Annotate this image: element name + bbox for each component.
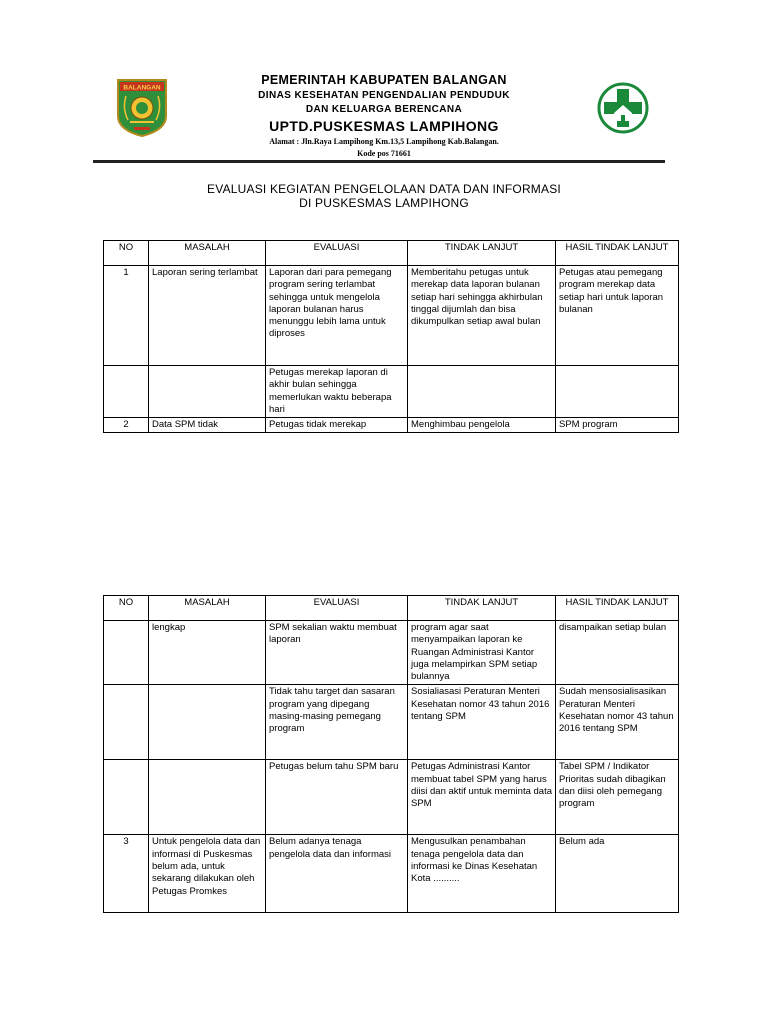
cell-evaluasi: Petugas merekap laporan di akhir bulan sehingga memerlukan waktu beberapa hari	[266, 366, 408, 418]
cell-evaluasi: Petugas tidak merekap	[266, 418, 408, 433]
col-header-no: NO	[104, 596, 149, 621]
cell-masalah	[149, 760, 266, 835]
department-name: DINAS KESEHATAN PENGENDALIAN PENDUDUK	[258, 90, 510, 101]
evaluation-table-2	[103, 595, 679, 913]
cell-masalah: Untuk pengelola data dan informasi di Puskesmas belum ada, untuk sekarang dilakukan oleh Petugas Promkes	[149, 835, 266, 913]
header-divider	[93, 160, 665, 163]
col-header-tindak-lanjut: TINDAK LANJUT	[408, 241, 556, 266]
col-header-hasil: HASIL TINDAK LANJUT	[556, 241, 679, 266]
cell-masalah: Laporan sering terlambat	[149, 266, 266, 366]
puskesmas-name: UPTD.PUSKESMAS LAMPIHONG	[269, 118, 499, 134]
col-header-no: NO	[104, 241, 149, 266]
col-header-tindak-lanjut: TINDAK LANJUT	[408, 596, 556, 621]
cell-tindak-lanjut: Memberitahu petugas untuk merekap data laporan bulanan setiap hari sehingga akhirbulan tinggal dijumlah dan bisa dikumpulkan setiap awal bulan	[408, 266, 556, 366]
cell-masalah	[149, 685, 266, 760]
address: Alamat : Jln.Raya Lampihong Km.13,5 Lampihong Kab.Balangan.	[269, 137, 499, 146]
postal-code: Kode pos 71661	[357, 149, 411, 158]
document-title: EVALUASI KEGIATAN PENGELOLAAN DATA DAN INFORMASI	[207, 182, 561, 196]
table-row	[104, 835, 679, 913]
cell-no	[104, 621, 149, 685]
cell-evaluasi: Laporan dari para pemegang program sering terlambat sehingga untuk mengelola laporan bulanan harus menunggu lebih lama untuk diproses	[266, 266, 408, 366]
cell-tindak-lanjut: Menghimbau pengelola	[408, 418, 556, 433]
cell-hasil: Sudah mensosialisasikan Peraturan Menteri Kesehatan nomor 43 tahun 2016 tentang SPM	[556, 685, 679, 760]
evaluation-table-1	[103, 240, 679, 433]
cell-evaluasi: Belum adanya tenaga pengelola data dan informasi	[266, 835, 408, 913]
cell-tindak-lanjut: Petugas Administrasi Kantor membuat tabel SPM yang harus diisi dan aktif untuk meminta data SPM	[408, 760, 556, 835]
cell-tindak-lanjut: Sosialiasasi Peraturan Menteri Kesehatan nomor 43 tahun 2016 tentang SPM	[408, 685, 556, 760]
col-header-masalah: MASALAH	[149, 241, 266, 266]
cell-no	[104, 685, 149, 760]
puskesmas-logo-icon	[597, 78, 649, 138]
cell-evaluasi: SPM sekalian waktu membuat laporan	[266, 621, 408, 685]
table-header-row	[104, 241, 679, 266]
cell-masalah: lengkap	[149, 621, 266, 685]
cell-hasil	[556, 366, 679, 418]
cell-hasil: SPM program	[556, 418, 679, 433]
cell-no	[104, 366, 149, 418]
table-row	[104, 760, 679, 835]
document-subtitle: DI PUSKESMAS LAMPIHONG	[299, 196, 469, 210]
cell-tindak-lanjut: Mengusulkan penambahan tenaga pengelola data dan informasi ke Dinas Kesehatan Kota ..........	[408, 835, 556, 913]
cell-no: 1	[104, 266, 149, 366]
cell-evaluasi: Petugas belum tahu SPM baru	[266, 760, 408, 835]
balangan-emblem-icon	[116, 78, 168, 138]
cell-hasil: Belum ada	[556, 835, 679, 913]
cell-masalah	[149, 366, 266, 418]
col-header-masalah: MASALAH	[149, 596, 266, 621]
department-name-cont: DAN KELUARGA BERENCANA	[305, 104, 463, 115]
table-row	[104, 366, 679, 418]
table-header-row	[104, 596, 679, 621]
cell-tindak-lanjut	[408, 366, 556, 418]
cell-hasil: Tabel SPM / Indikator Prioritas sudah dibagikan dan diisi oleh pemegang program	[556, 760, 679, 835]
cell-masalah: Data SPM tidak	[149, 418, 266, 433]
table-row	[104, 685, 679, 760]
col-header-evaluasi: EVALUASI	[266, 241, 408, 266]
government-name: PEMERINTAH KABUPATEN BALANGAN	[261, 73, 507, 87]
cell-tindak-lanjut: program agar saat menyampaikan laporan ke Ruangan Administrasi Kantor juga melampirkan SPM setiap bulannya	[408, 621, 556, 685]
table-row	[104, 621, 679, 685]
cell-hasil: Petugas atau pemegang program merekap data setiap hari untuk laporan bulanan	[556, 266, 679, 366]
logo-text: BALANGAN	[123, 84, 161, 92]
col-header-hasil: HASIL TINDAK LANJUT	[556, 596, 679, 621]
cell-no: 3	[104, 835, 149, 913]
cell-no: 2	[104, 418, 149, 433]
table-row	[104, 418, 679, 433]
col-header-evaluasi: EVALUASI	[266, 596, 408, 621]
cell-hasil: disampaikan setiap bulan	[556, 621, 679, 685]
cell-no	[104, 760, 149, 835]
cell-evaluasi: Tidak tahu target dan sasaran program yang dipegang masing-masing pemegang program	[266, 685, 408, 760]
table-row	[104, 266, 679, 366]
